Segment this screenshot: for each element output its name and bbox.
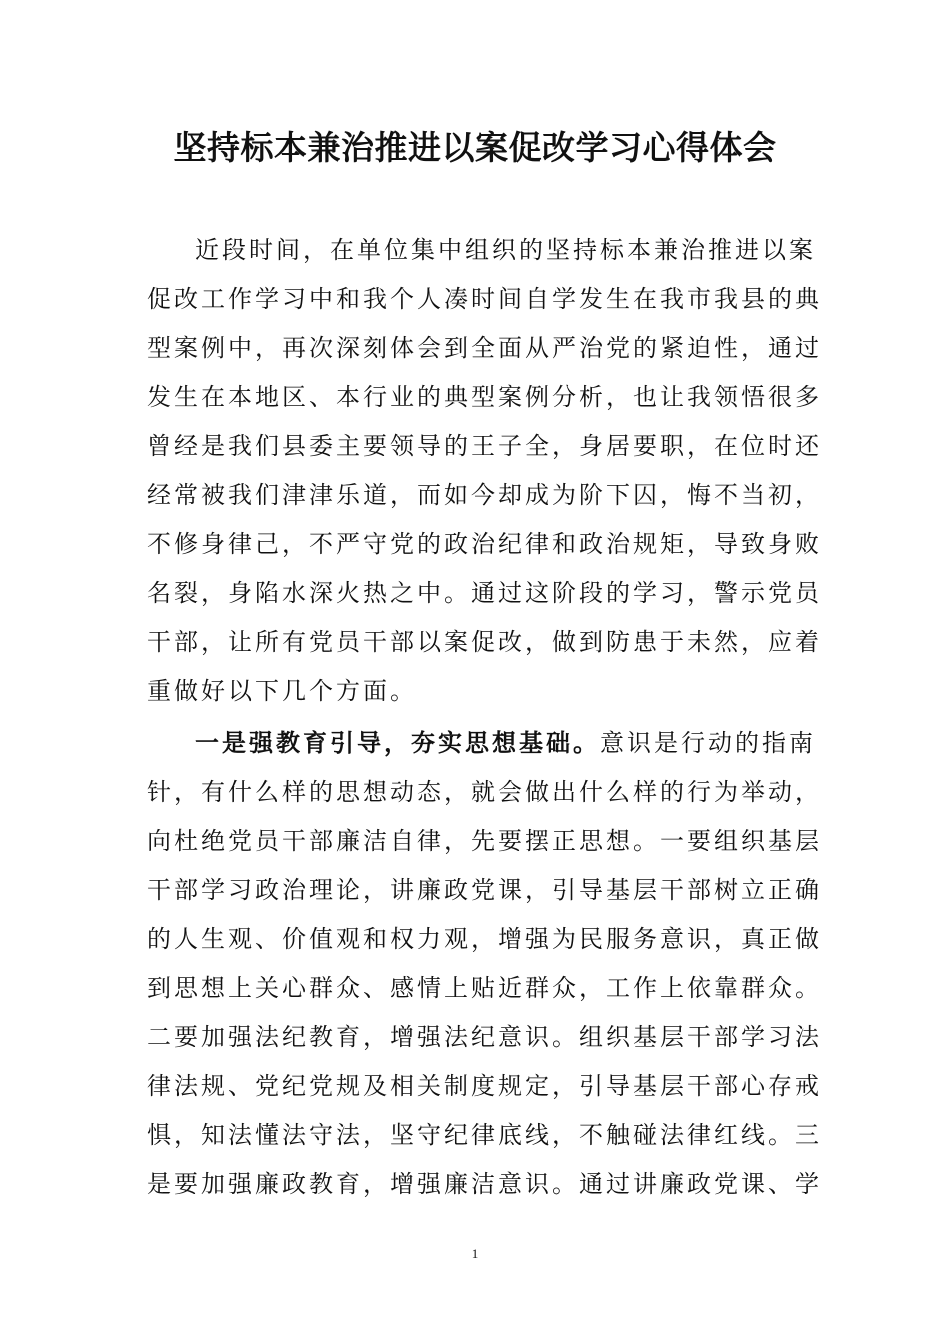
page-number: 1 bbox=[471, 1246, 479, 1261]
text-line: 是要加强廉政教育，增强廉洁意识。通过讲廉政党课、学 bbox=[147, 1170, 822, 1198]
text-line: 律法规、党纪党规及相关制度规定，引导基层干部心存戒 bbox=[147, 1072, 822, 1100]
text-line: 促改工作学习中和我个人凑时间自学发生在我市我县的典 bbox=[147, 285, 822, 313]
text-line: 发生在本地区、本行业的典型案例分析，也让我领悟很多 bbox=[147, 383, 822, 411]
paragraph-point-one bbox=[147, 718, 822, 1209]
text-line: 曾经是我们县委主要领导的王子全，身居要职，在位时还 bbox=[147, 432, 822, 460]
document-title: 坚持标本兼治推进以案促改学习心得体会 bbox=[173, 128, 777, 167]
text-line: 型案例中，再次深刻体会到全面从严治党的紧迫性，通过 bbox=[147, 334, 822, 362]
text-line: 名裂，身陷水深火热之中。通过这阶段的学习，警示党员 bbox=[147, 579, 822, 607]
document-body bbox=[147, 226, 822, 1209]
text-run: 意识是行动的指南 bbox=[600, 729, 816, 757]
paragraph-lead-heading: 一是强教育引导，夯实思想基础。 bbox=[195, 728, 600, 757]
text-line: 近段时间，在单位集中组织的坚持标本兼治推进以案 bbox=[195, 236, 816, 264]
text-line: 干部学习政治理论，讲廉政党课，引导基层干部树立正确 bbox=[147, 876, 822, 904]
text-line: 不修身律己，不严守党的政治纪律和政治规矩，导致身败 bbox=[147, 530, 822, 558]
text-line: 向杜绝党员干部廉洁自律，先要摆正思想。一要组织基层 bbox=[147, 827, 822, 855]
text-line: 经常被我们津津乐道，而如今却成为阶下囚，悔不当初， bbox=[147, 481, 822, 509]
text-line-lead bbox=[147, 718, 816, 768]
paragraph-intro bbox=[147, 226, 822, 716]
text-line: 惧，知法懂法守法，坚守纪律底线，不触碰法律红线。三 bbox=[147, 1121, 822, 1149]
text-line: 的人生观、价值观和权力观，增强为民服务意识，真正做 bbox=[147, 925, 822, 953]
text-line: 重做好以下几个方面。 bbox=[147, 677, 417, 705]
text-line: 干部，让所有党员干部以案促改，做到防患于未然，应着 bbox=[147, 628, 822, 656]
text-line: 针，有什么样的思想动态，就会做出什么样的行为举动， bbox=[147, 778, 822, 806]
text-line: 到思想上关心群众、感情上贴近群众，工作上依靠群众。 bbox=[147, 974, 822, 1002]
text-line: 二要加强法纪教育，增强法纪意识。组织基层干部学习法 bbox=[147, 1023, 822, 1051]
